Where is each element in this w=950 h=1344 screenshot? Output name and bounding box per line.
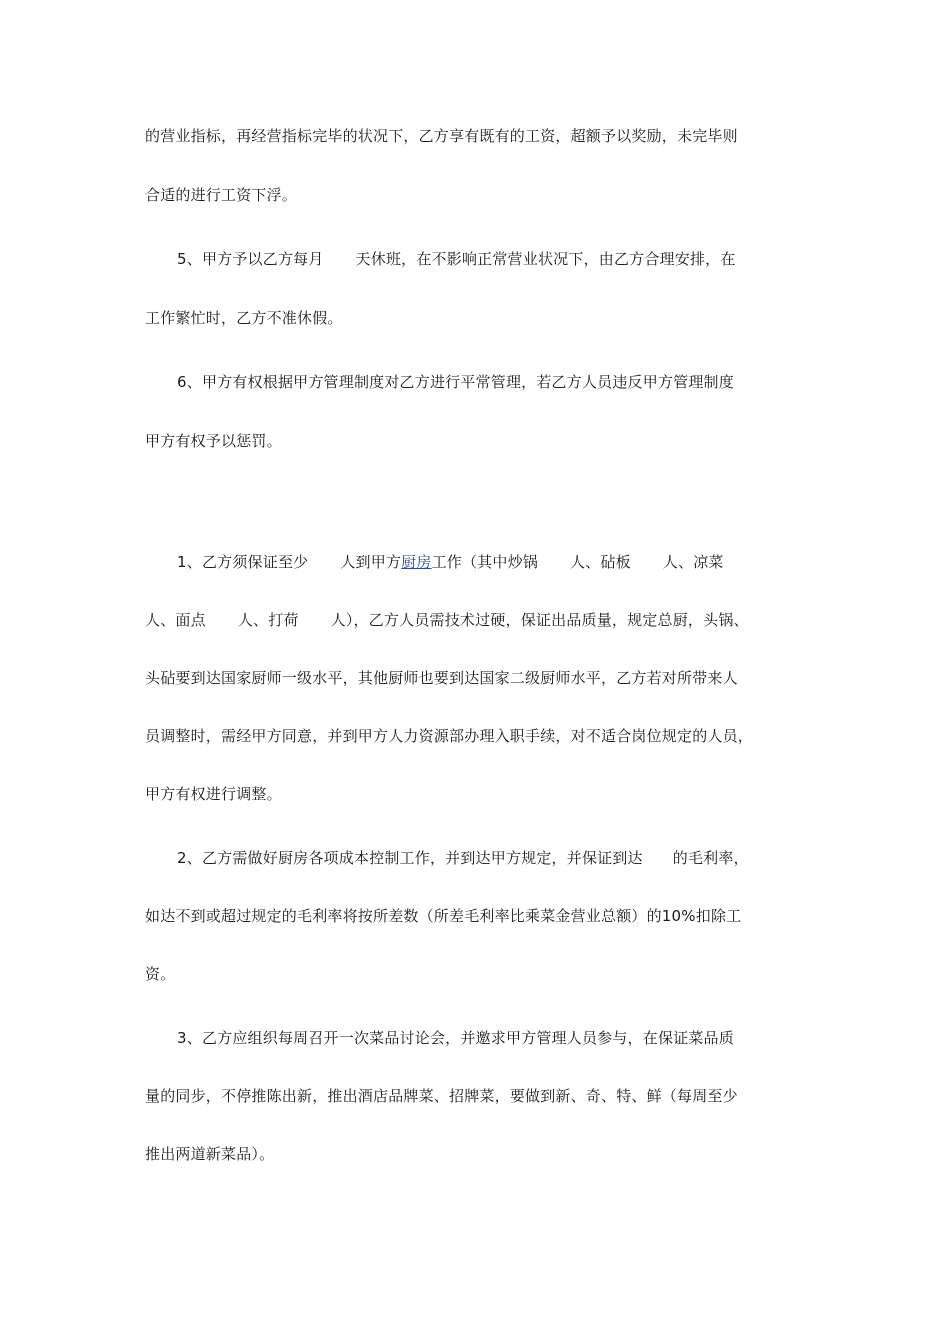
- text: 员调整时，需经甲方同意，并到甲方人力资源部办理入职手续，对不适合岗位规定的人员，: [145, 727, 754, 745]
- text: 的毛利率，: [672, 849, 749, 867]
- text: 人、打荷: [237, 611, 299, 629]
- text: 6、甲方有权根据甲方管理制度对乙方进行平常管理，若乙方人员违反甲方管理制度: [177, 373, 734, 391]
- text: 甲方有权进行调整。: [145, 785, 282, 803]
- text: 2、乙方需做好厨房各项成本控制工作，并到达甲方规定，并保证到达: [177, 849, 643, 867]
- paragraph-line: [177, 249, 857, 269]
- text: 如达不到或超过规定的毛利率将按所差数（所差毛利率比乘菜金营业总额）的10%扣除工: [145, 907, 742, 925]
- text: 甲方有权予以惩罚。: [145, 432, 282, 450]
- paragraph-line: [145, 610, 825, 630]
- paragraph-line: [145, 308, 825, 328]
- text: 的营业指标，再经营指标完毕的状况下，乙方享有既有的工资，超额予以奖励，未完毕则: [145, 127, 738, 145]
- text: 工作（其中炒锅: [431, 553, 538, 571]
- text: 资。: [145, 965, 176, 983]
- paragraph-line: [145, 964, 825, 984]
- text: 人），乙方人员需技术过硬，保证出品质量，规定总厨，头锅、: [330, 611, 749, 629]
- paragraph-line: [145, 185, 825, 205]
- paragraph-line: [145, 126, 825, 146]
- paragraph-line: [145, 906, 825, 926]
- text: 量的同步，不停推陈出新，推出酒店品牌菜、招牌菜，要做到新、奇、特、鲜（每周至少: [145, 1087, 738, 1105]
- text: 1、乙方须保证至少: [177, 553, 309, 571]
- text: 推出两道新菜品）。: [145, 1145, 275, 1163]
- paragraph-line: [177, 552, 857, 572]
- text: 合适的进行工资下浮。: [145, 186, 298, 204]
- paragraph-line: [177, 848, 857, 868]
- text: 人、面点: [145, 611, 206, 629]
- paragraph-line: [145, 668, 825, 688]
- text: 人、砧板: [569, 553, 631, 571]
- paragraph-line: [145, 1086, 825, 1106]
- text: 天休班，在不影响正常营业状况下，由乙方合理安排，在: [355, 250, 736, 268]
- text: 人、凉菜: [662, 553, 724, 571]
- text: 工作繁忙时，乙方不准休假。: [145, 309, 343, 327]
- text: 5、甲方予以乙方每月: [177, 250, 324, 268]
- text: 头砧要到达国家厨师一级水平，其他厨师也要到达国家二级厨师水平，乙方若对所带来人: [145, 669, 738, 687]
- paragraph-line: [177, 1028, 857, 1048]
- paragraph-line: [145, 431, 825, 451]
- text: 人到甲方: [340, 553, 402, 571]
- text: 3、乙方应组织每周召开一次菜品讨论会，并邀求甲方管理人员参与，在保证菜品质: [177, 1029, 734, 1047]
- kitchen-link[interactable]: 厨房: [401, 553, 432, 571]
- paragraph-line: [145, 1144, 825, 1164]
- paragraph-line: [177, 372, 857, 392]
- paragraph-line: [145, 726, 825, 746]
- paragraph-line: [145, 784, 825, 804]
